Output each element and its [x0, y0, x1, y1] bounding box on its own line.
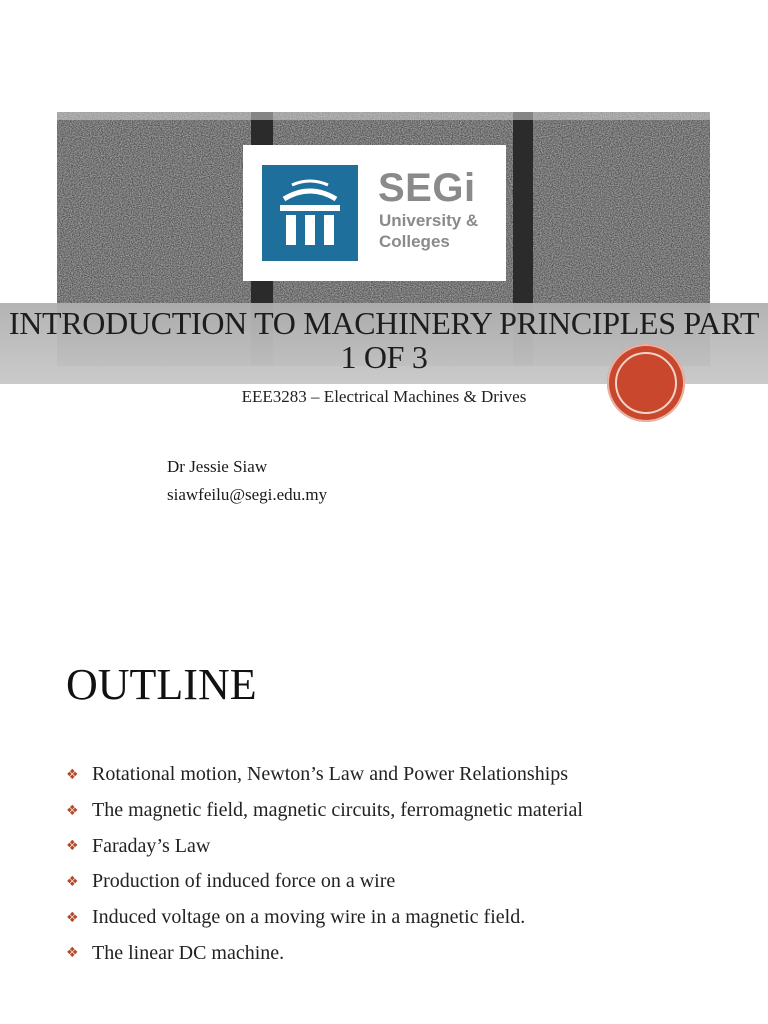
diamond-bullet-icon: ❖: [66, 802, 79, 819]
diamond-bullet-icon: ❖: [66, 766, 79, 783]
segi-emblem-icon: [262, 165, 358, 261]
diamond-bullet-icon: ❖: [66, 945, 79, 962]
list-item: [66, 828, 746, 864]
author-email: siawfeilu@segi.edu.my: [167, 485, 328, 504]
list-item: [66, 864, 746, 900]
outline-item-text: Production of induced force on a wire: [92, 870, 396, 893]
diamond-bullet-icon: ❖: [66, 838, 79, 855]
diamond-bullet-icon: ❖: [66, 909, 79, 926]
list-item: [66, 793, 746, 829]
author-name: Dr Jessie Siaw: [167, 457, 268, 476]
outline-item-text: Induced voltage on a moving wire in a magnetic field.: [92, 906, 526, 929]
diamond-bullet-icon: ❖: [66, 873, 79, 890]
list-item: [66, 757, 746, 793]
course-subtitle: EEE3283 – Electrical Machines & Drives: [241, 387, 527, 406]
logo-wordmark: SEGi: [378, 166, 476, 210]
list-item: [66, 900, 746, 936]
outline-heading: OUTLINE: [66, 660, 257, 709]
banner-top-edge: [57, 112, 710, 120]
outline-item-text: Faraday’s Law: [92, 834, 211, 857]
slide-title: INTRODUCTION TO MACHINERY PRINCIPLES PART 1 OF 3: [8, 305, 760, 375]
outline-list: [66, 757, 746, 971]
outline-item-text: Rotational motion, Newton’s Law and Power Relationships: [92, 763, 569, 786]
logo-subtitle: University & Colleges: [379, 211, 479, 251]
outline-item-text: The magnetic field, magnetic circuits, ferromagnetic material: [92, 799, 583, 822]
outline-item-text: The linear DC machine.: [92, 941, 285, 964]
list-item: [66, 935, 746, 971]
decorative-circle-badge: [607, 344, 685, 422]
